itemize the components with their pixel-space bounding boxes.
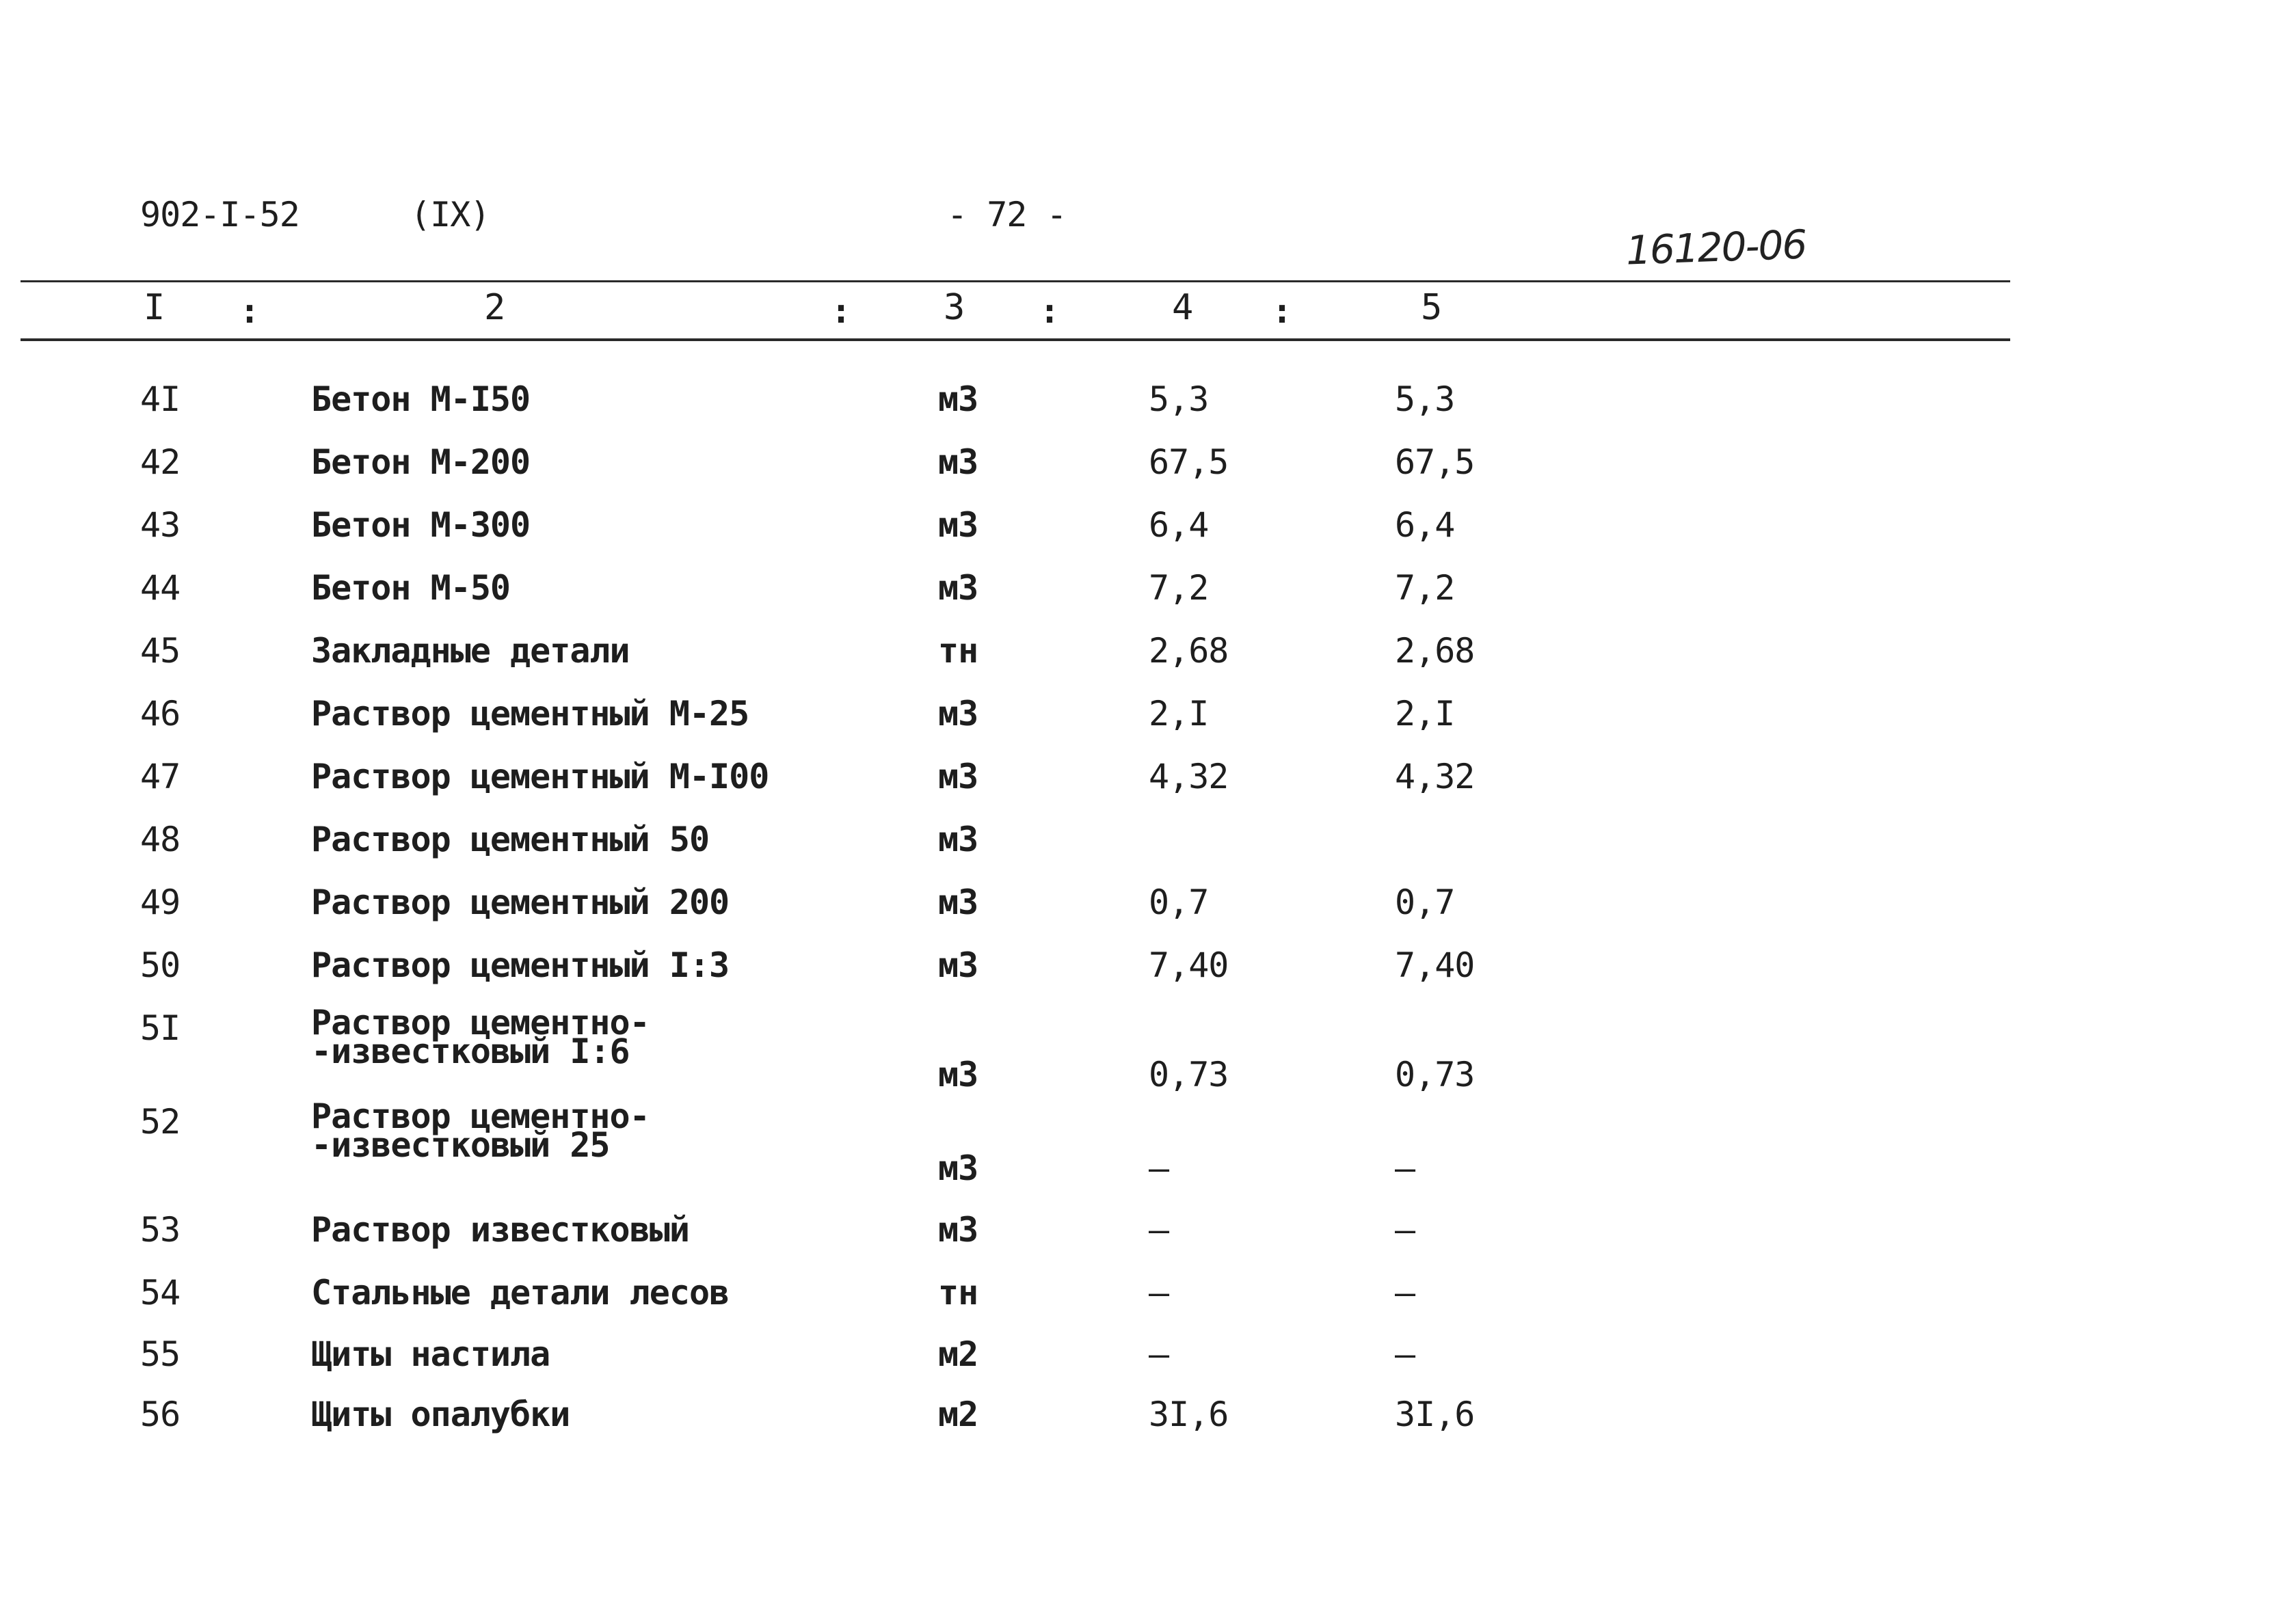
- value-col5: 2,68: [1395, 631, 1475, 671]
- table-row: [0, 945, 2296, 1007]
- table-row: [0, 631, 2296, 692]
- value-col5: 67,5: [1395, 442, 1475, 482]
- column-separator: :: [1272, 291, 1293, 331]
- page-number: - 72 -: [947, 195, 1067, 234]
- material-name: Бетон М-300: [311, 505, 531, 545]
- unit: м2: [938, 1334, 978, 1374]
- row-number: 5I: [140, 1008, 181, 1048]
- row-number: 49: [140, 883, 181, 922]
- table-row: [0, 505, 2296, 567]
- value-col5: –: [1395, 1334, 1415, 1374]
- value-col4: 6,4: [1149, 505, 1209, 545]
- unit: тн: [938, 1273, 978, 1313]
- value-col5: –: [1395, 1210, 1415, 1250]
- value-col4: –: [1149, 1273, 1169, 1313]
- unit: м3: [938, 757, 978, 796]
- unit: м3: [938, 1055, 978, 1094]
- row-number: 45: [140, 631, 181, 671]
- table-row: [0, 1334, 2296, 1396]
- value-col5: 2,I: [1395, 694, 1455, 734]
- value-col5: –: [1395, 1148, 1415, 1188]
- value-col4: –: [1149, 1210, 1169, 1250]
- row-number: 46: [140, 694, 181, 734]
- row-number: 56: [140, 1395, 181, 1434]
- unit: м3: [938, 1148, 978, 1188]
- material-name: Бетон М-50: [311, 568, 511, 608]
- material-name: Раствор цементный 50: [311, 820, 710, 859]
- material-name-line2: -известковый I:6: [311, 1032, 630, 1071]
- header-rule: [21, 338, 2010, 341]
- material-name-line2: -известковый 25: [311, 1125, 610, 1165]
- value-col4: 0,73: [1149, 1055, 1229, 1094]
- column-separator: :: [239, 291, 261, 331]
- material-name-line1: Раствор цементно-: [311, 1097, 650, 1136]
- table-row: [0, 820, 2296, 881]
- table-row: [0, 1097, 2296, 1191]
- value-col4: 0,7: [1149, 883, 1209, 922]
- unit: м3: [938, 505, 978, 545]
- column-header-2: 2: [484, 287, 506, 328]
- material-name: Раствор цементный М-25: [311, 694, 749, 734]
- material-name: Раствор цементный 200: [311, 883, 730, 922]
- material-name: Закладные детали: [311, 631, 630, 671]
- table-row: [0, 757, 2296, 818]
- material-name: Раствор цементный М-I00: [311, 757, 769, 796]
- material-name: [311, 1097, 650, 1165]
- unit: м3: [938, 883, 978, 922]
- unit: м2: [938, 1395, 978, 1434]
- unit: тн: [938, 631, 978, 671]
- value-col5: 4,32: [1395, 757, 1475, 796]
- row-number: 4I: [140, 379, 181, 419]
- value-col4: 67,5: [1149, 442, 1229, 482]
- material-name: Раствор цементный I:3: [311, 945, 730, 985]
- table-row: [0, 1003, 2296, 1097]
- document-code: 902-I-52: [140, 195, 299, 234]
- material-name: Бетон М-200: [311, 442, 531, 482]
- value-col4: 3I,6: [1149, 1395, 1229, 1434]
- value-col5: 5,3: [1395, 379, 1455, 419]
- table-row: [0, 1395, 2296, 1456]
- unit: м3: [938, 945, 978, 985]
- value-col5: 6,4: [1395, 505, 1455, 545]
- table-row: [0, 1273, 2296, 1334]
- table-row: [0, 379, 2296, 441]
- row-number: 54: [140, 1273, 181, 1313]
- material-name: Стальные детали лесов: [311, 1273, 730, 1313]
- value-col4: 4,32: [1149, 757, 1229, 796]
- unit: м3: [938, 568, 978, 608]
- row-number: 47: [140, 757, 181, 796]
- material-name: Бетон М-I50: [311, 379, 531, 419]
- row-number: 42: [140, 442, 181, 482]
- value-col4: –: [1149, 1334, 1169, 1374]
- material-name: Щиты настила: [311, 1334, 550, 1374]
- value-col5: 7,2: [1395, 568, 1455, 608]
- value-col4: 2,68: [1149, 631, 1229, 671]
- table-row: [0, 694, 2296, 755]
- value-col4: –: [1149, 1148, 1169, 1188]
- column-header-3: 3: [944, 287, 965, 328]
- unit: м3: [938, 1210, 978, 1250]
- row-number: 53: [140, 1210, 181, 1250]
- row-number: 52: [140, 1102, 181, 1142]
- value-col4: 2,I: [1149, 694, 1209, 734]
- unit: м3: [938, 820, 978, 859]
- table-row: [0, 568, 2296, 630]
- column-separator: :: [1039, 291, 1060, 331]
- material-name: [311, 1003, 650, 1071]
- value-col5: 7,40: [1395, 945, 1475, 985]
- row-number: 48: [140, 820, 181, 859]
- value-col4: 7,40: [1149, 945, 1229, 985]
- row-number: 55: [140, 1334, 181, 1374]
- table-row: [0, 442, 2296, 504]
- unit: м3: [938, 379, 978, 419]
- value-col5: –: [1395, 1273, 1415, 1313]
- column-header-1: I: [144, 287, 165, 328]
- material-name: Щиты опалубки: [311, 1395, 570, 1434]
- handwritten-note: 16120-06: [1625, 221, 1807, 274]
- value-col5: 0,73: [1395, 1055, 1475, 1094]
- value-col5: 0,7: [1395, 883, 1455, 922]
- material-name: Раствор известковый: [311, 1210, 689, 1250]
- material-name-line1: Раствор цементно-: [311, 1003, 650, 1042]
- table-row: [0, 1210, 2296, 1272]
- value-col5: 3I,6: [1395, 1395, 1475, 1434]
- column-header-4: 4: [1172, 287, 1194, 328]
- row-number: 43: [140, 505, 181, 545]
- row-number: 44: [140, 568, 181, 608]
- column-separator: :: [831, 291, 852, 331]
- column-header-5: 5: [1421, 287, 1443, 328]
- row-number: 50: [140, 945, 181, 985]
- table-row: [0, 883, 2296, 944]
- top-rule: [21, 280, 2010, 282]
- unit: м3: [938, 694, 978, 734]
- value-col4: 5,3: [1149, 379, 1209, 419]
- value-col4: 7,2: [1149, 568, 1209, 608]
- unit: м3: [938, 442, 978, 482]
- section-number: (IX): [410, 195, 490, 234]
